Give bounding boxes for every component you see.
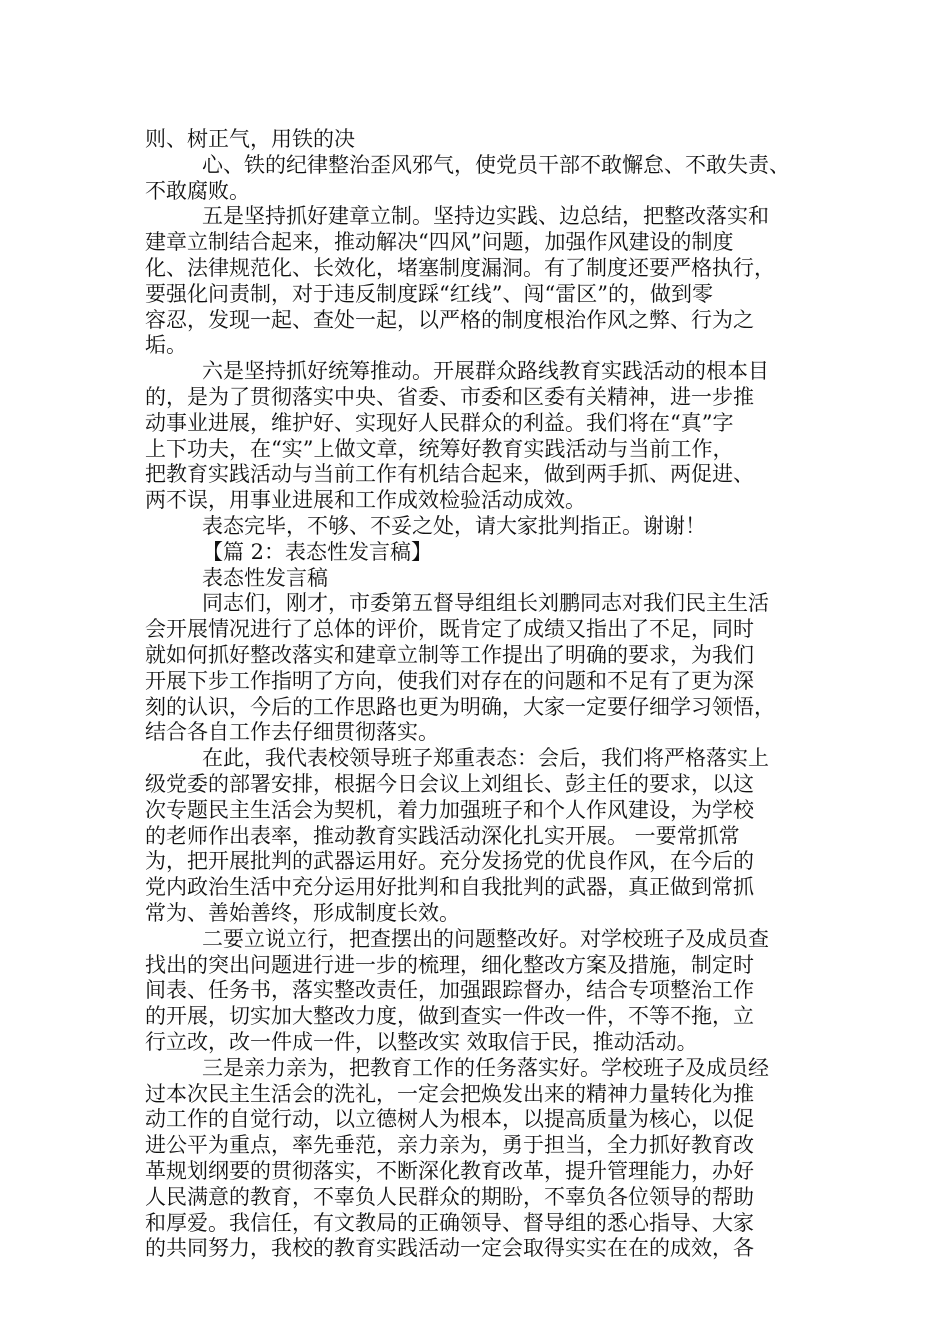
text-line: 和厚爱。我信任，有文教局的正确领导、督导组的悉心指导、大家 — [145, 1211, 754, 1235]
text-line: 五是坚持抓好建章立制。坚持边实践、边总结，把整改落实和 — [202, 204, 769, 228]
text-line: 的开展，切实加大整改力度，做到查实一件改一件，不等不拖，立 — [145, 1004, 754, 1028]
text-line: 建章立制结合起来，推动解决“四风”问题，加强作风建设的制度 — [145, 230, 734, 254]
text-line: 表态完毕，不够、不妥之处，请大家批判指正。谢谢！ — [202, 514, 706, 538]
text-line: 在此，我代表校领导班子郑重表态：会后，我们将严格落实上 — [202, 746, 769, 770]
text-line: 会开展情况进行了总体的评价，既肯定了成绩又指出了不足，同时 — [145, 617, 754, 641]
text-line: 就如何抓好整改落实和建章立制等工作提出了明确的要求，为我们 — [145, 643, 754, 667]
text-line: 同志们，刚才，市委第五督导组组长刘鹏同志对我们民主生活 — [202, 591, 769, 615]
text-line: 容忍，发现一起、查处一起，以严格的制度根治作风之弊、行为之 — [145, 308, 754, 332]
text-line: 的，是为了贯彻落实中央、省委、市委和区委有关精神，进一步推 — [145, 385, 754, 409]
text-line: 则、树正气，用铁的决 — [145, 127, 355, 151]
text-line: 要强化问责制，对于违反制度踩“红线”、闯“雷区”的，做到零 — [145, 282, 713, 306]
text-line: 表态性发言稿 — [202, 566, 328, 590]
text-line: 间表、任务书，落实整改责任，加强跟踪督办，结合专项整治工作 — [145, 978, 754, 1002]
text-line: 的老师作出表率，推动教育实践活动深化扎实开展。 一要常抓常 — [145, 824, 740, 848]
text-line: 过本次民主生活会的洗礼，一定会把焕发出来的精神力量转化为推 — [145, 1082, 754, 1106]
text-line: 化、法律规范化、长效化，堵塞制度漏洞。有了制度还要严格执行， — [145, 256, 775, 280]
text-line: 次专题民主生活会为契机，着力加强班子和个人作风建设，为学校 — [145, 798, 754, 822]
text-line: 动事业进展，维护好、实现好人民群众的利益。我们将在“真”字 — [145, 411, 734, 435]
text-line: 上下功夫，在“实”上做文章，统筹好教育实践活动与当前工作， — [145, 437, 734, 461]
text-line: 不敢腐败。 — [145, 179, 250, 203]
text-line: 垢。 — [145, 333, 187, 357]
text-line: 找出的突出问题进行进一步的梳理，细化整改方案及措施，制定时 — [145, 953, 754, 977]
text-line: 革规划纲要的贯彻落实，不断深化教育改革，提升管理能力，办好 — [145, 1159, 754, 1183]
text-line: 行立改，改一件成一件，以整改实 效取信于民，推动活动。 — [145, 1030, 698, 1054]
text-line: 把教育实践活动与当前工作有机结合起来，做到两手抓、两促进、 — [145, 462, 754, 486]
text-line: 六是坚持抓好统筹推动。开展群众路线教育实践活动的根本目 — [202, 359, 769, 383]
text-line: 刻的认识，今后的工作思路也更为明确，大家一定要仔细学习领悟， — [145, 695, 775, 719]
text-line: 常为、善始善终，形成制度长效。 — [145, 901, 460, 925]
text-line: 级党委的部署安排，根据今日会议上刘组长、彭主任的要求，以这 — [145, 772, 754, 796]
text-line: 【篇 2：表态性发言稿】 — [202, 540, 433, 564]
text-line: 为，把开展批判的武器运用好。充分发扬党的优良作风，在今后的 — [145, 849, 754, 873]
text-line: 人民满意的教育，不辜负人民群众的期盼，不辜负各位领导的帮助 — [145, 1185, 754, 1209]
text-line: 党内政治生活中充分运用好批判和自我批判的武器，真正做到常抓 — [145, 875, 754, 899]
text-line: 动工作的自觉行动，以立德树人为根本，以提高质量为核心，以促 — [145, 1107, 754, 1131]
text-line: 结合各自工作去仔细贯彻落实。 — [145, 720, 439, 744]
text-line: 开展下步工作指明了方向，使我们对存在的问题和不足有了更为深 — [145, 669, 754, 693]
text-line: 的共同努力，我校的教育实践活动一定会取得实实在在的成效，各 — [145, 1236, 754, 1260]
text-line: 心、铁的纪律整治歪风邪气，使党员干部不敢懈怠、不敢失责、 — [202, 153, 790, 177]
text-line: 二要立说立行，把查摆出的问题整改好。对学校班子及成员查 — [202, 927, 769, 951]
text-line: 三是亲力亲为，把教育工作的任务落实好。学校班子及成员经 — [202, 1056, 769, 1080]
text-line: 两不误，用事业进展和工作成效检验活动成效。 — [145, 488, 586, 512]
text-line: 进公平为重点，率先垂范，亲力亲为，勇于担当，全力抓好教育改 — [145, 1133, 754, 1157]
